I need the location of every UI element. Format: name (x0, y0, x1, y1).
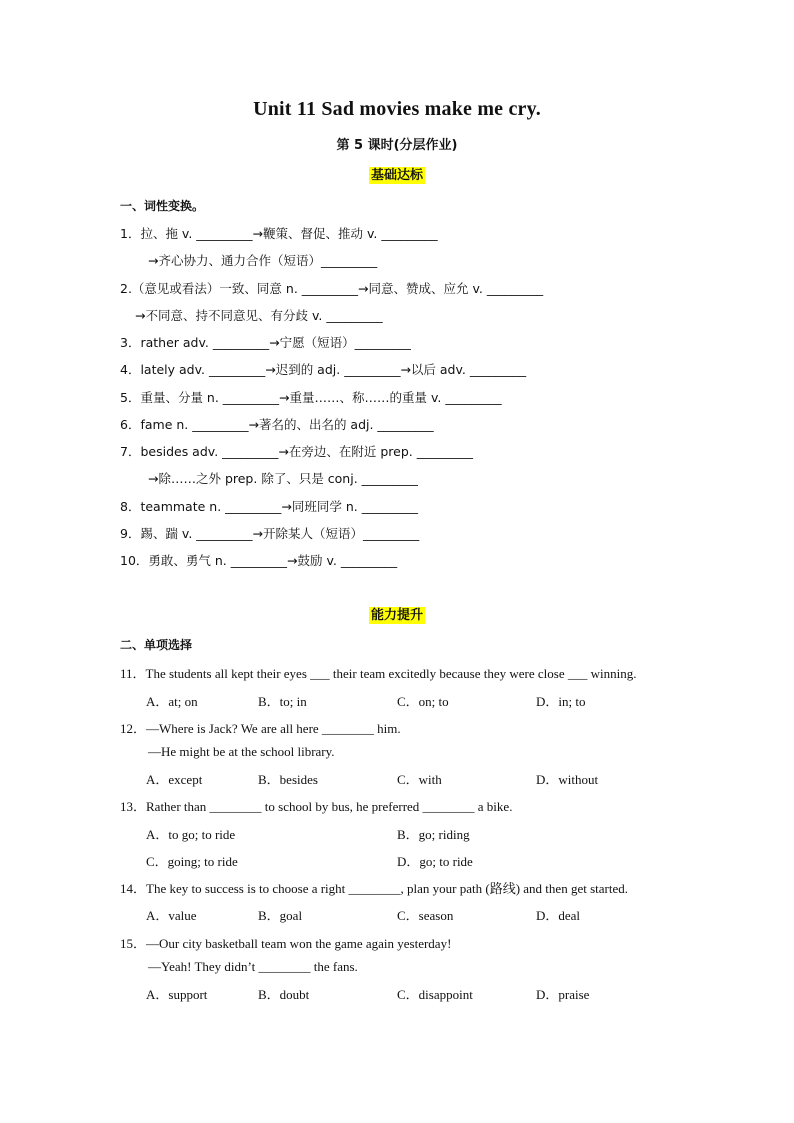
question-13-option-b[interactable]: B．go; riding (397, 827, 470, 842)
word-form-item-3: 3．rather adv. _________→宁愿（短语）_________ (120, 335, 411, 350)
word-form-item-2-cont: →不同意、持不同意见、有分歧 v. _________ (135, 308, 383, 323)
part-title-multiple-choice: 二、单项选择 (120, 638, 193, 652)
lesson-subtitle: 第 5 课时(分层作业) (336, 138, 458, 153)
question-11-option-c[interactable]: C．on; to (397, 694, 449, 709)
word-form-item-10: 10．勇敢、勇气 n. _________→鼓励 v. _________ (120, 553, 398, 568)
question-12-option-a[interactable]: A．except (146, 772, 203, 787)
word-form-item-2: 2.（意见或看法）一致、同意 n. _________→同意、赞成、应允 v. _________ (120, 281, 544, 296)
question-13-option-d[interactable]: D．go; to ride (397, 854, 473, 869)
question-15-option-c[interactable]: C．disappoint (397, 987, 473, 1002)
word-form-item-7-cont: →除……之外 prep. 除了、只是 conj. _________ (148, 471, 418, 486)
question-15-option-b[interactable]: B．doubt (258, 987, 310, 1002)
question-14-option-c[interactable]: C．season (397, 908, 454, 923)
question-13-option-a[interactable]: A．to go; to ride (146, 827, 236, 842)
question-12-reply: —He might be at the school library. (148, 744, 335, 759)
question-11-stem: 11．The students all kept their eyes ___ their team excitedly because they were close ___ winning. (120, 666, 637, 681)
section-heading-basic: 基础达标 (370, 168, 423, 183)
part-title-word-forms: 一、词性变换。 (120, 199, 205, 213)
section-heading-advanced: 能力提升 (370, 608, 423, 623)
question-12-option-c[interactable]: C．with (397, 772, 442, 787)
page-title: Unit 11 Sad movies make me cry. (253, 98, 541, 120)
question-12-option-b[interactable]: B．besides (258, 772, 318, 787)
question-11-option-d[interactable]: D．in; to (536, 694, 586, 709)
question-13-stem: 13．Rather than ________ to school by bus, he preferred ________ a bike. (120, 799, 513, 814)
word-form-item-5: 5．重量、分量 n. _________→重量……、称……的重量 v. _________ (120, 390, 502, 405)
word-form-item-7: 7．besides adv. _________→在旁边、在附近 prep. _________ (120, 444, 473, 459)
word-form-item-9: 9．踢、踹 v. _________→开除某人（短语）_________ (120, 526, 420, 541)
word-form-item-6: 6．fame n. _________→著名的、出名的 adj. _________ (120, 417, 434, 432)
question-12-stem: 12．—Where is Jack? We are all here ________ him. (120, 721, 401, 736)
question-11-option-b[interactable]: B．to; in (258, 694, 307, 709)
question-15-option-a[interactable]: A．support (146, 987, 208, 1002)
word-form-item-1: 1．拉、拖 v. _________→鞭策、督促、推动 v. _________ (120, 226, 438, 241)
question-14-option-d[interactable]: D．deal (536, 908, 581, 923)
question-11-option-a[interactable]: A．at; on (146, 694, 198, 709)
question-15-reply: —Yeah! They didn’t ________ the fans. (148, 959, 358, 974)
question-13-option-c[interactable]: C．going; to ride (146, 854, 238, 869)
question-15-option-d[interactable]: D．praise (536, 987, 590, 1002)
word-form-item-1-cont: →齐心协力、通力合作（短语）_________ (148, 253, 378, 268)
question-14-option-b[interactable]: B．goal (258, 908, 303, 923)
question-15-stem: 15．—Our city basketball team won the game again yesterday! (120, 936, 452, 951)
word-form-item-8: 8．teammate n. _________→同班同学 n. _________ (120, 499, 418, 514)
question-14-option-a[interactable]: A．value (146, 908, 197, 923)
question-14-stem: 14．The key to success is to choose a right ________, plan your path (路线) and then get started. (120, 881, 628, 896)
word-form-item-4: 4．lately adv. _________→迟到的 adj. _________→以后 adv. _________ (120, 362, 527, 377)
question-12-option-d[interactable]: D．without (536, 772, 599, 787)
